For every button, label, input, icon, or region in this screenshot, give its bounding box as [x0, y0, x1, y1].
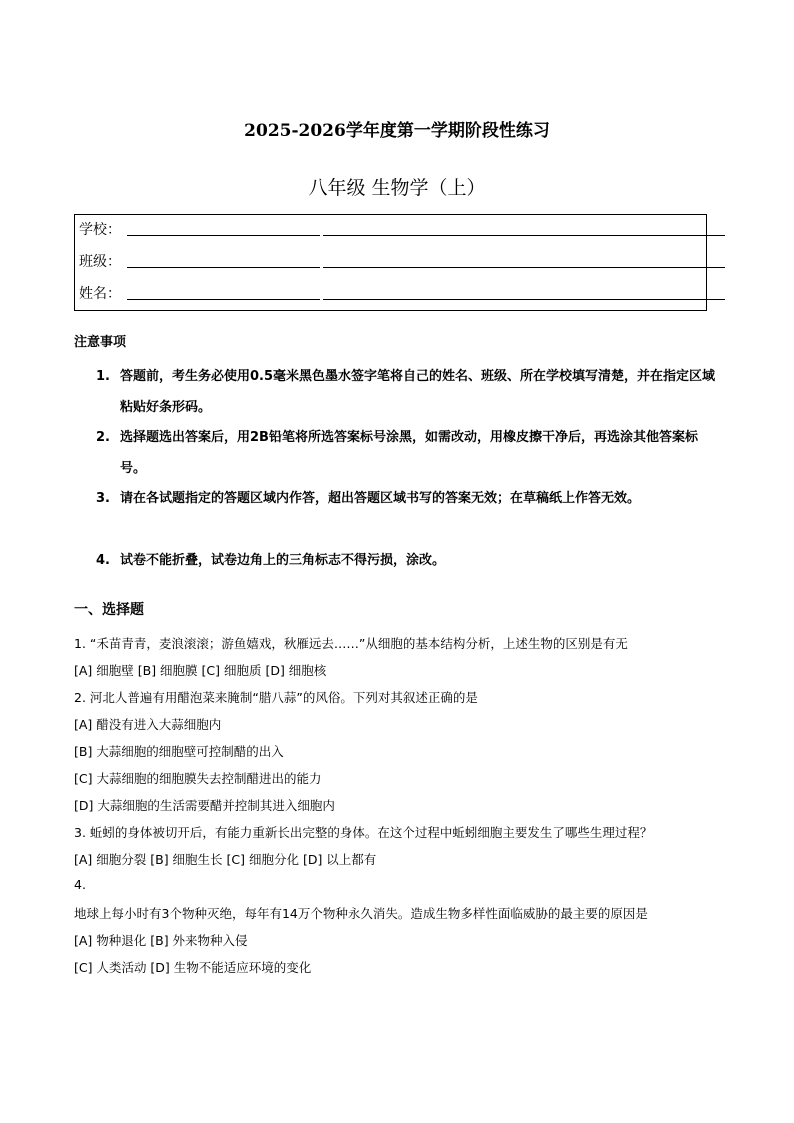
note-number: 4. [96, 553, 110, 568]
school-label: 学校： [79, 222, 121, 238]
question-option: [A] 醋没有进入大蒜细胞内 [74, 717, 222, 732]
question-options: [C] 人类活动 [D] 生物不能适应环境的变化 [74, 960, 312, 975]
question-number: 4. [74, 877, 86, 892]
note-number: 2. [96, 430, 110, 445]
question-options: [A] 细胞壁 [B] 细胞膜 [C] 细胞质 [D] 细胞核 [74, 663, 327, 678]
question-options: [A] 物种退化 [B] 外来物种入侵 [74, 933, 248, 948]
question-line: 1. “禾苗青青，麦浪滚滚；游鱼嬉戏，秋雁远去……”从细胞的基本结构分析，上述生物的区别是有无 [74, 636, 628, 651]
question-line: 地球上每小时有3个物种灭绝，每年有14万个物种永久消失。造成生物多样性面临威胁的最主要的原因是 [74, 906, 648, 921]
question-option: [B] 大蒜细胞的细胞壁可控制醋的出入 [74, 744, 284, 759]
question-option: [D] 大蒜细胞的生活需要醋并控制其进入细胞内 [74, 798, 335, 813]
exam-title: 2025-2026学年度第一学期阶段性练习 [244, 121, 550, 141]
note-number: 1. [96, 369, 110, 384]
question-line: 2. 河北人普遍有用醋泡菜来腌制“腊八蒜”的风俗。下列对其叙述正确的是 [74, 690, 478, 705]
class-field-extra[interactable] [323, 267, 725, 268]
student-info-box [74, 214, 707, 311]
note-text: 请在各试题指定的答题区域内作答，超出答题区域书写的答案无效；在草稿纸上作答无效。 [120, 491, 641, 506]
question-options: [A] 细胞分裂 [B] 细胞生长 [C] 细胞分化 [D] 以上都有 [74, 852, 377, 867]
question-line: 3. 蚯蚓的身体被切开后，有能力重新长出完整的身体。在这个过程中蚯蚓细胞主要发生了哪些生理过程？ [74, 825, 653, 840]
note-item [96, 483, 722, 514]
note-text: 答题前，考生务必使用0.5毫米黑色墨水签字笔将自己的姓名、班级、所在学校填写清楚，并在指定区域粘贴好条形码。 [120, 369, 716, 415]
school-row [79, 217, 724, 241]
note-text: 试卷不能折叠，试卷边角上的三角标志不得污损，涂改。 [120, 553, 446, 568]
name-field-extra[interactable] [323, 299, 725, 300]
name-label: 姓名： [79, 286, 121, 302]
school-field[interactable] [127, 235, 320, 236]
name-field[interactable] [127, 299, 320, 300]
school-field-extra[interactable] [323, 235, 725, 236]
note-item [96, 545, 722, 576]
class-field[interactable] [127, 267, 320, 268]
note-number: 3. [96, 491, 110, 506]
note-text: 选择题选出答案后，用2B铅笔将所选答案标号涂黑，如需改动，用橡皮擦干净后，再选涂其他答案标号。 [120, 430, 698, 476]
section-heading: 一、选择题 [74, 602, 144, 618]
question-option: [C] 大蒜细胞的细胞膜失去控制醋进出的能力 [74, 771, 322, 786]
note-item [96, 422, 722, 484]
class-row [79, 249, 724, 273]
class-label: 班级： [79, 254, 121, 270]
note-item [96, 361, 722, 423]
notes-heading: 注意事项 [74, 335, 127, 350]
name-row [79, 281, 724, 305]
exam-subtitle: 八年级 生物学（上） [308, 177, 486, 199]
